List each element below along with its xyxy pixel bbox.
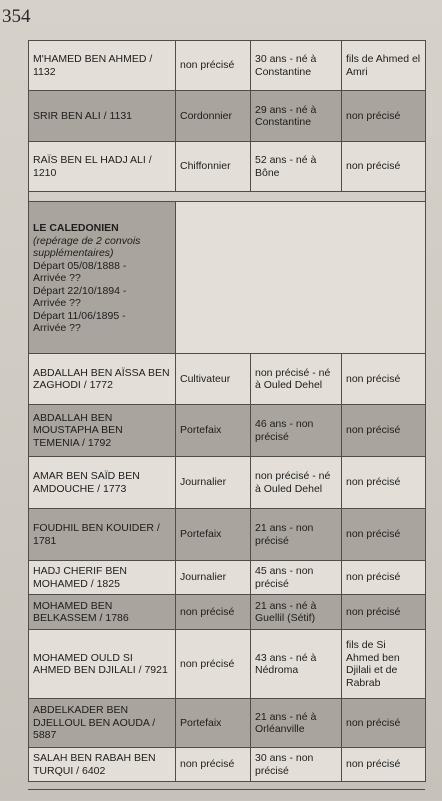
age-birthplace-cell: 21 ans - non précisé <box>251 509 342 561</box>
parentage-cell: non précisé <box>342 142 426 192</box>
prisoner-name-cell: RAÏS BEN EL HADJ ALI / 1210 <box>29 142 176 192</box>
table-section-top <box>29 41 426 192</box>
prisoner-name-cell: ABDELKADER BEN DJELLOUL BEN AOUDA / 5887 <box>29 699 176 748</box>
page-number: 354 <box>2 6 31 27</box>
prisoner-name-cell: SRIR BEN ALI / 1131 <box>29 91 176 142</box>
age-birthplace-cell: 29 ans - né à Constantine <box>251 91 342 142</box>
occupation-cell: Journalier <box>176 561 251 595</box>
ship-empty-cell <box>176 202 426 354</box>
occupation-cell: non précisé <box>176 41 251 91</box>
ship-voyage-line: Arrivée ?? <box>33 272 81 284</box>
occupation-cell: Cultivateur <box>176 354 251 405</box>
occupation-cell: Chiffonnier <box>176 142 251 192</box>
age-birthplace-cell: 45 ans - non précisé <box>251 561 342 595</box>
parentage-cell: non précisé <box>342 91 426 142</box>
age-birthplace-cell: 43 ans - né à Nédroma <box>251 630 342 699</box>
occupation-cell: Portefaix <box>176 509 251 561</box>
parentage-cell: non précisé <box>342 699 426 748</box>
occupation-cell: non précisé <box>176 748 251 782</box>
table-row <box>29 457 426 509</box>
parentage-cell: non précisé <box>342 354 426 405</box>
age-birthplace-cell: non précisé - né à Ouled Dehel <box>251 457 342 509</box>
table-row <box>29 41 426 91</box>
ship-voyage-line: Départ 22/10/1894 - <box>33 284 127 297</box>
age-birthplace-cell: 21 ans - né à Orléanville <box>251 699 342 748</box>
table-row <box>29 405 426 457</box>
age-birthplace-cell: 46 ans - non précisé <box>251 405 342 457</box>
prisoner-name-cell: HADJ CHERIF BEN MOHAMED / 1825 <box>29 561 176 595</box>
parentage-cell: non précisé <box>342 595 426 630</box>
occupation-cell: Portefaix <box>176 405 251 457</box>
prisoner-name-cell: AMAR BEN SAÏD BEN AMDOUCHE / 1773 <box>29 457 176 509</box>
prisoner-name-cell: M'HAMED BEN AHMED / 1132 <box>29 41 176 91</box>
table-section-bottom <box>29 354 426 782</box>
parentage-cell: non précisé <box>342 509 426 561</box>
ship-section <box>29 192 426 354</box>
section-gap <box>29 192 426 202</box>
age-birthplace-cell: non précisé - né à Ouled Dehel <box>251 354 342 405</box>
ship-voyage-line: Arrivée ?? <box>33 297 81 309</box>
ship-note-line: (repérage de 2 convois <box>33 234 141 247</box>
ship-voyage-line: Départ 11/06/1895 - <box>33 309 126 322</box>
ship-voyage-line: Départ 05/08/1888 - <box>33 259 127 272</box>
prisoner-name-cell: ABDALLAH BEN AÏSSA BEN ZAGHODI / 1772 <box>29 354 176 405</box>
table-row <box>29 561 426 595</box>
age-birthplace-cell: 52 ans - né à Bône <box>251 142 342 192</box>
ship-name: LE CALEDONIEN <box>33 222 119 234</box>
table-row <box>29 354 426 405</box>
ship-cell <box>29 202 176 354</box>
table-row <box>29 142 426 192</box>
parentage-cell: fils de Ahmed el Amri <box>342 41 426 91</box>
age-birthplace-cell: 21 ans - né à Guellil (Sétif) <box>251 595 342 630</box>
prisoner-name-cell: MOHAMED BEN BELKASSEM / 1786 <box>29 595 176 630</box>
occupation-cell: non précisé <box>176 595 251 630</box>
occupation-cell: Journalier <box>176 457 251 509</box>
parentage-cell: non précisé <box>342 457 426 509</box>
parentage-cell: non précisé <box>342 561 426 595</box>
table-row <box>29 630 426 699</box>
table-row <box>29 699 426 748</box>
parentage-cell: non précisé <box>342 748 426 782</box>
table-row <box>29 91 426 142</box>
parentage-cell: fils de Si Ahmed ben Djilali et de Rabrab <box>342 630 426 699</box>
ship-note-line: supplémentaires) <box>33 247 114 259</box>
table-row <box>29 748 426 782</box>
prisoner-name-cell: ABDALLAH BEN MOUSTAPHA BEN TEMENIA / 1792 <box>29 405 176 457</box>
prisoner-name-cell: FOUDHIL BEN KOUIDER / 1781 <box>29 509 176 561</box>
occupation-cell: Portefaix <box>176 699 251 748</box>
prisoner-name-cell: MOHAMED OULD SI AHMED BEN DJILALI / 7921 <box>29 630 176 699</box>
table-row <box>29 595 426 630</box>
table-row <box>29 509 426 561</box>
prisoner-name-cell: SALAH BEN RABAH BEN TURQUI / 6402 <box>29 748 176 782</box>
ship-voyage-line: Arrivée ?? <box>33 322 81 334</box>
parentage-cell: non précisé <box>342 405 426 457</box>
ship-row <box>29 202 426 354</box>
table-continuation-edge <box>28 789 425 801</box>
convict-table <box>28 40 426 782</box>
occupation-cell: non précisé <box>176 630 251 699</box>
age-birthplace-cell: 30 ans - non précisé <box>251 748 342 782</box>
occupation-cell: Cordonnier <box>176 91 251 142</box>
age-birthplace-cell: 30 ans - né à Constantine <box>251 41 342 91</box>
